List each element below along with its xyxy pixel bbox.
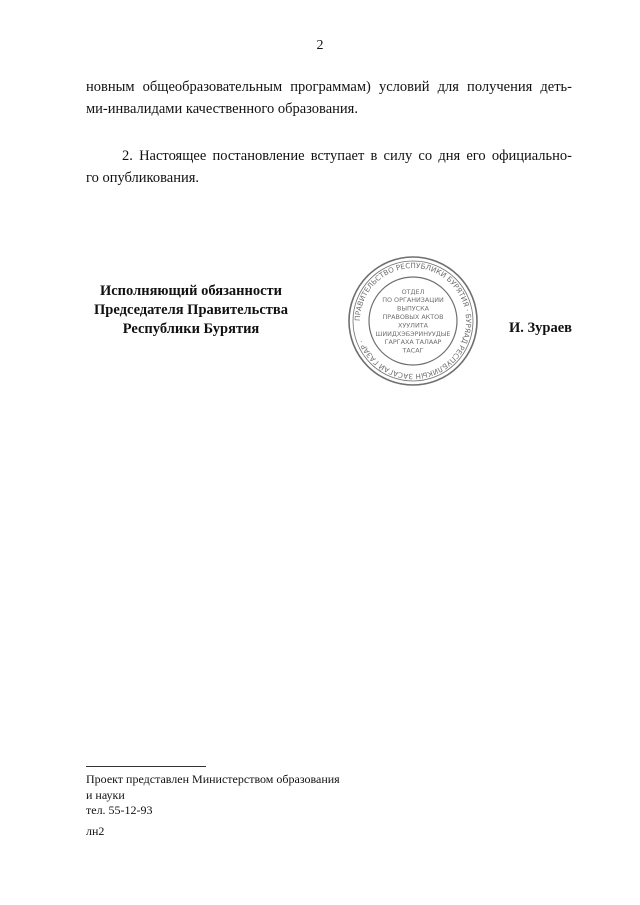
official-seal (345, 255, 481, 387)
footnote-line: Проект представлен Министерством образования (86, 772, 340, 786)
page-number: 2 (316, 38, 324, 53)
footnote-line: и науки (86, 787, 125, 802)
seal-center-line: ХУУЛИТА (397, 321, 429, 330)
seal-center-line: ВЫПУСКА (396, 304, 430, 313)
seal-center-line: ГАРГАХА ТАЛААР (384, 338, 442, 347)
seal-center-line: ШИИДХЭБЭРИНУУДЫЕ (375, 329, 451, 338)
seal-outer-text: ПРАВИТЕЛЬСТВО РЕСПУБЛИКИ БУРЯТИЯ · БУРЯАД РЕСПУБЛИКЫН ЗАСАГАЙ ГАЗАР · (352, 260, 474, 382)
paragraph-line: го опубликования. (86, 170, 200, 186)
signatory-title (86, 282, 296, 339)
seal-graphic (345, 255, 481, 387)
seal-center-text (376, 288, 451, 355)
registry-code: лн2 (86, 824, 105, 838)
paragraph-line: ми-инвалидами качественного образования. (86, 101, 358, 117)
paragraph-continuation (86, 76, 572, 120)
seal-center-line: ОТДЕЛ (401, 287, 425, 296)
paragraph-effective-date (86, 145, 572, 189)
signatory-line: Председателя Правительства (94, 302, 288, 318)
signer-name: И. Зураев (508, 320, 572, 336)
seal-center-line: ПРАВОВЫХ АКТОВ (382, 313, 444, 321)
seal-center-line: ПО ОРГАНИЗАЦИИ (382, 296, 444, 305)
signatory-line: Республики Бурятия (122, 321, 260, 337)
footnote-line: тел. 55-12-93 (86, 803, 153, 817)
paragraph-line: новным общеобразовательным программам) условий для получения деть- (86, 79, 572, 95)
paragraph-line: 2. Настоящее постановление вступает в силу со дня его официально- (122, 148, 572, 164)
signatory-line: Исполняющий обязанности (99, 283, 283, 299)
seal-center-line: ТАСАГ (402, 346, 424, 355)
footnote (86, 772, 340, 819)
footnote-divider (86, 766, 206, 767)
